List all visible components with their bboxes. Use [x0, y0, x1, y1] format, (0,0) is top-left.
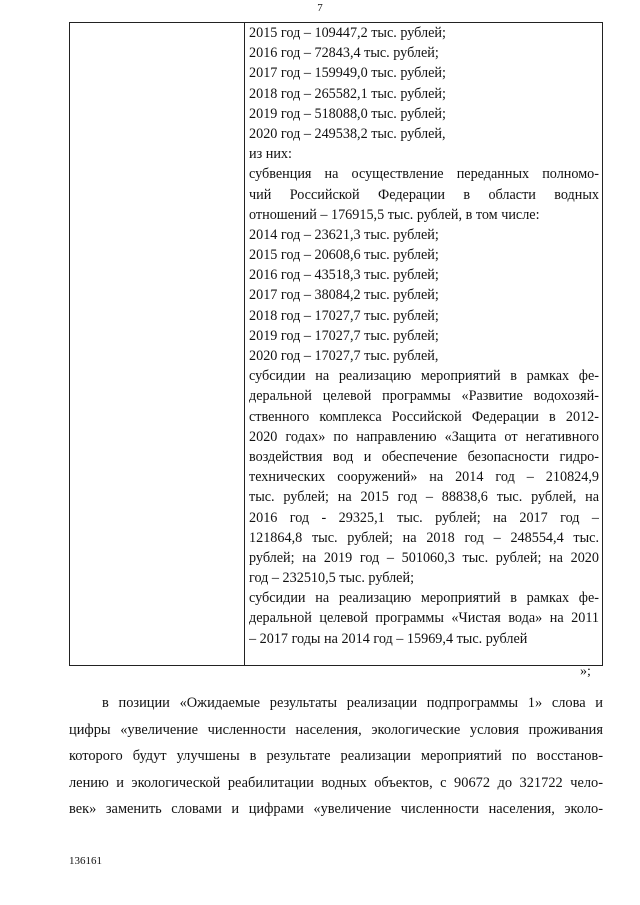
paragraph-line: лению и экологической реабилитации водных объектов, с 90672 до 321722 чело-: [69, 774, 603, 791]
table-line: деральной целевой программы «Развитие водохозяй-: [249, 388, 599, 405]
table-line: год – 232510,5 тыс. рублей;: [249, 570, 415, 587]
paragraph-line: цифры «увеличение численности населения, экологические условия проживания: [69, 721, 603, 738]
amendment-paragraph: [69, 690, 603, 823]
table-line: деральной целевой программы «Чистая вода» на 2011: [249, 610, 599, 627]
table-line: 2020 годах» по направлению «Защита от негативного: [249, 428, 599, 445]
table-line: субсидии на реализацию мероприятий в рамках фе-: [249, 368, 599, 385]
table-line: 2016 год – 43518,3 тыс. рублей;: [249, 267, 439, 284]
table-line: 2020 год – 249538,2 тыс. рублей,: [249, 125, 446, 142]
table-line: чий Российской Федерации в области водных: [249, 186, 599, 203]
table-line: 2015 год – 20608,6 тыс. рублей;: [249, 247, 439, 264]
table-line: воздействия вод и обеспечение безопасности гидро-: [249, 448, 599, 465]
table-line: субсидии на реализацию мероприятий в рамках фе-: [249, 590, 599, 607]
table-line: ственного комплекса Российской Федерации в 2012-: [249, 408, 599, 425]
table-left-cell: [70, 23, 245, 665]
table-line: – 2017 годы на 2014 год – 15969,4 тыс. рублей: [249, 630, 528, 647]
paragraph-line: в позиции «Ожидаемые результаты реализации подпрограммы 1» слова и: [102, 695, 603, 711]
table-line: 2016 год - 29325,1 тыс. рублей; на 2017 год –: [249, 509, 599, 526]
closing-quote-mark: »;: [580, 664, 591, 679]
paragraph-line: которого будут улучшены в результате реализации мероприятий по восстанов-: [69, 748, 603, 764]
table-line: 2019 год – 17027,7 тыс. рублей;: [249, 327, 439, 344]
document-code: 136161: [69, 855, 102, 867]
table-line: тыс. рублей; на 2015 год – 88838,6 тыс. рублей, на: [249, 489, 599, 506]
table-line: 2015 год – 109447,2 тыс. рублей;: [249, 25, 446, 41]
table-line: рублей; на 2019 год – 501060,3 тыс. рублей; на 2020: [249, 549, 599, 566]
table-line: 2020 год – 17027,7 тыс. рублей,: [249, 348, 439, 364]
table-line: 2016 год – 72843,4 тыс. рублей;: [249, 45, 439, 62]
table-line: из них:: [249, 146, 292, 163]
page-number: 7: [317, 2, 323, 14]
table-right-cell: [245, 23, 602, 665]
table-line: отношений – 176915,5 тыс. рублей, в том числе:: [249, 206, 540, 223]
table-line: 2014 год – 23621,3 тыс. рублей;: [249, 226, 439, 243]
table-line: технических сооружений» на 2014 год – 210824,9: [249, 469, 599, 486]
funding-table: [69, 22, 603, 666]
table-line: 2017 год – 38084,2 тыс. рублей;: [249, 287, 439, 304]
table-line: 2017 год – 159949,0 тыс. рублей;: [249, 65, 446, 82]
table-line: 2019 год – 518088,0 тыс. рублей;: [249, 105, 446, 122]
table-line: 2018 год – 17027,7 тыс. рублей;: [249, 307, 439, 324]
table-line: 121864,8 тыс. рублей; на 2018 год – 248554,4 тыс.: [249, 529, 599, 546]
table-line: 2018 год – 265582,1 тыс. рублей;: [249, 85, 446, 102]
table-line: субвенция на осуществление переданных полномо-: [249, 166, 599, 183]
paragraph-line: век» заменить словами и цифрами «увеличение численности населения, эколо-: [69, 801, 603, 817]
